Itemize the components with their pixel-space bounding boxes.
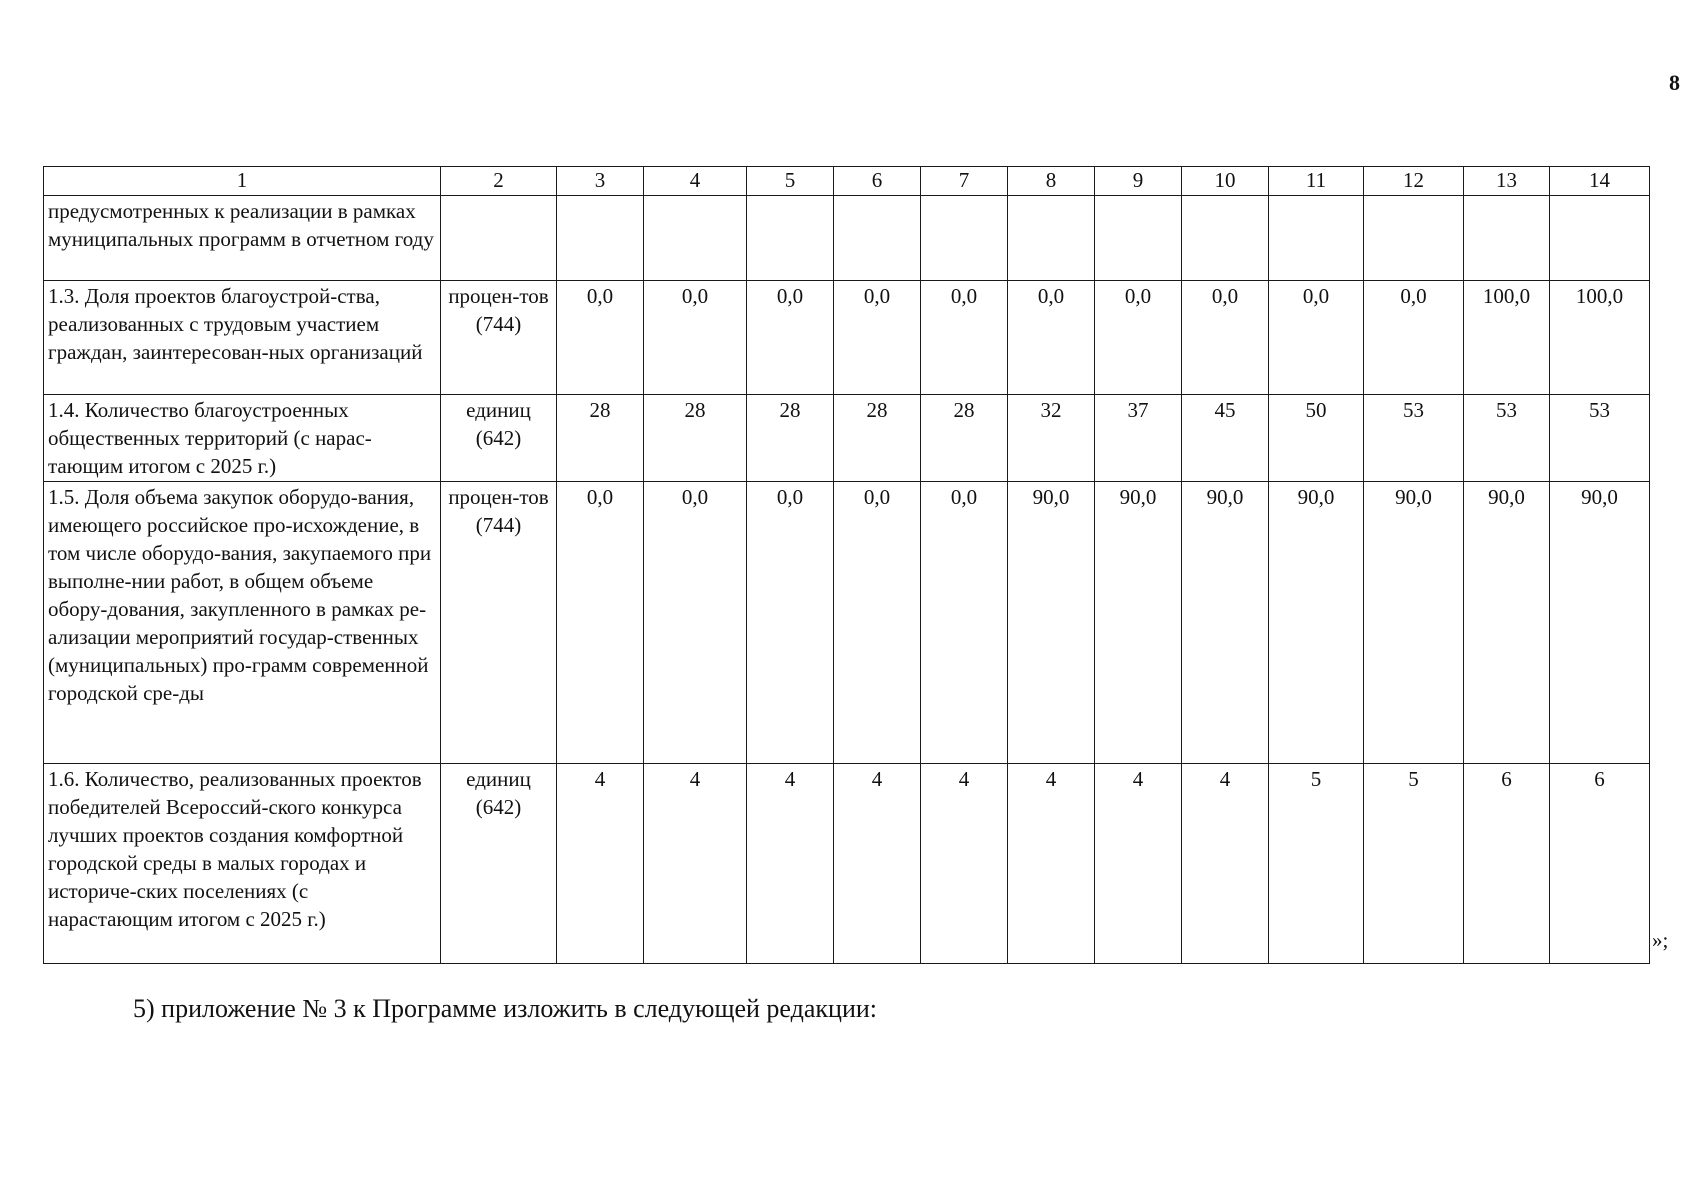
column-number-header-row bbox=[44, 167, 1650, 196]
indicator-value: 0,0 bbox=[834, 281, 921, 395]
indicator-value: 4 bbox=[557, 764, 644, 964]
indicator-value: 0,0 bbox=[1269, 281, 1364, 395]
indicator-unit: процен-тов (744) bbox=[441, 482, 557, 764]
column-header: 9 bbox=[1095, 167, 1182, 196]
indicator-value bbox=[1008, 196, 1095, 281]
indicator-value: 37 bbox=[1095, 395, 1182, 482]
indicator-value: 4 bbox=[921, 764, 1008, 964]
indicator-value: 90,0 bbox=[1182, 482, 1269, 764]
indicator-value: 4 bbox=[644, 764, 747, 964]
indicator-value bbox=[1182, 196, 1269, 281]
indicator-value: 0,0 bbox=[557, 482, 644, 764]
indicator-value: 90,0 bbox=[1008, 482, 1095, 764]
indicator-value: 0,0 bbox=[557, 281, 644, 395]
column-header: 4 bbox=[644, 167, 747, 196]
indicator-value: 0,0 bbox=[644, 281, 747, 395]
column-header: 3 bbox=[557, 167, 644, 196]
indicator-value bbox=[557, 196, 644, 281]
column-header: 13 bbox=[1464, 167, 1550, 196]
indicator-value: 4 bbox=[747, 764, 834, 964]
indicator-value: 0,0 bbox=[1182, 281, 1269, 395]
indicator-value: 4 bbox=[1182, 764, 1269, 964]
column-header: 2 bbox=[441, 167, 557, 196]
indicator-value: 0,0 bbox=[921, 281, 1008, 395]
indicator-value: 28 bbox=[747, 395, 834, 482]
indicator-value: 0,0 bbox=[834, 482, 921, 764]
indicator-value: 32 bbox=[1008, 395, 1095, 482]
column-header: 12 bbox=[1364, 167, 1464, 196]
indicator-value: 0,0 bbox=[747, 482, 834, 764]
indicator-value bbox=[1269, 196, 1364, 281]
indicator-name: предусмотренных к реализации в рамках муниципальных программ в отчетном году bbox=[44, 196, 441, 281]
table-row bbox=[44, 482, 1650, 764]
indicator-value: 28 bbox=[557, 395, 644, 482]
indicator-value: 0,0 bbox=[921, 482, 1008, 764]
indicator-value bbox=[1364, 196, 1464, 281]
column-header: 5 bbox=[747, 167, 834, 196]
indicator-value: 0,0 bbox=[1364, 281, 1464, 395]
table-row bbox=[44, 196, 1650, 281]
indicator-value bbox=[1464, 196, 1550, 281]
indicator-value: 0,0 bbox=[1008, 281, 1095, 395]
indicator-value: 5 bbox=[1269, 764, 1364, 964]
indicator-value: 0,0 bbox=[1095, 281, 1182, 395]
table-row bbox=[44, 281, 1650, 395]
indicator-value: 28 bbox=[834, 395, 921, 482]
indicator-value: 4 bbox=[1008, 764, 1095, 964]
indicator-name: 1.6. Количество, реализованных проектов победителей Всероссий-ского конкурса лучших проектов создания комфортной городской среды в малых городах и историче-ских поселениях (с нарастающим итогом с 2025 г.) bbox=[44, 764, 441, 964]
indicator-unit: процен-тов (744) bbox=[441, 281, 557, 395]
indicator-value: 100,0 bbox=[1550, 281, 1650, 395]
indicator-unit bbox=[441, 196, 557, 281]
indicator-value bbox=[921, 196, 1008, 281]
instruction-paragraph: 5) приложение № 3 к Программе изложить в следующей редакции: bbox=[133, 994, 877, 1023]
indicator-value: 4 bbox=[834, 764, 921, 964]
page-number: 8 bbox=[1669, 70, 1680, 95]
column-header: 1 bbox=[44, 167, 441, 196]
indicator-value: 0,0 bbox=[644, 482, 747, 764]
indicator-value: 53 bbox=[1464, 395, 1550, 482]
indicator-value: 90,0 bbox=[1269, 482, 1364, 764]
indicator-value: 0,0 bbox=[747, 281, 834, 395]
indicator-unit: единиц (642) bbox=[441, 395, 557, 482]
indicator-value: 53 bbox=[1550, 395, 1650, 482]
table-row bbox=[44, 764, 1650, 964]
indicator-value bbox=[1550, 196, 1650, 281]
indicator-value: 90,0 bbox=[1550, 482, 1650, 764]
indicator-value: 28 bbox=[921, 395, 1008, 482]
column-header: 8 bbox=[1008, 167, 1095, 196]
indicator-value: 90,0 bbox=[1364, 482, 1464, 764]
indicator-name: 1.3. Доля проектов благоустрой-ства, реализованных с трудовым участием граждан, заинтересован-ных организаций bbox=[44, 281, 441, 395]
indicator-value: 53 bbox=[1364, 395, 1464, 482]
indicator-value: 4 bbox=[1095, 764, 1182, 964]
column-header: 14 bbox=[1550, 167, 1650, 196]
indicator-value bbox=[834, 196, 921, 281]
column-header: 10 bbox=[1182, 167, 1269, 196]
indicator-value: 90,0 bbox=[1095, 482, 1182, 764]
indicator-value bbox=[644, 196, 747, 281]
indicator-value: 28 bbox=[644, 395, 747, 482]
indicator-value bbox=[747, 196, 834, 281]
indicator-value: 100,0 bbox=[1464, 281, 1550, 395]
column-header: 6 bbox=[834, 167, 921, 196]
indicator-value: 5 bbox=[1364, 764, 1464, 964]
indicator-value: 45 bbox=[1182, 395, 1269, 482]
indicator-name: 1.5. Доля объема закупок оборудо-вания, имеющего российское про-исхождение, в том числе оборудо-вания, закупаемого при выполне-нии работ, в общем объеме обору-дования, закупленного в рамках ре-ализации мероприятий государ-ственных (муниципальных) про-грамм современной городской сре-ды bbox=[44, 482, 441, 764]
table-row bbox=[44, 395, 1650, 482]
indicator-value: 90,0 bbox=[1464, 482, 1550, 764]
indicator-value: 6 bbox=[1550, 764, 1650, 964]
column-header: 11 bbox=[1269, 167, 1364, 196]
indicator-value: 50 bbox=[1269, 395, 1364, 482]
column-header: 7 bbox=[921, 167, 1008, 196]
indicators-table bbox=[43, 166, 1650, 964]
indicator-unit: единиц (642) bbox=[441, 764, 557, 964]
indicator-value bbox=[1095, 196, 1182, 281]
closing-quote: »; bbox=[1652, 928, 1669, 952]
indicator-value: 6 bbox=[1464, 764, 1550, 964]
indicator-name: 1.4. Количество благоустроенных общественных территорий (с нарас-тающим итогом с 2025 г.) bbox=[44, 395, 441, 482]
